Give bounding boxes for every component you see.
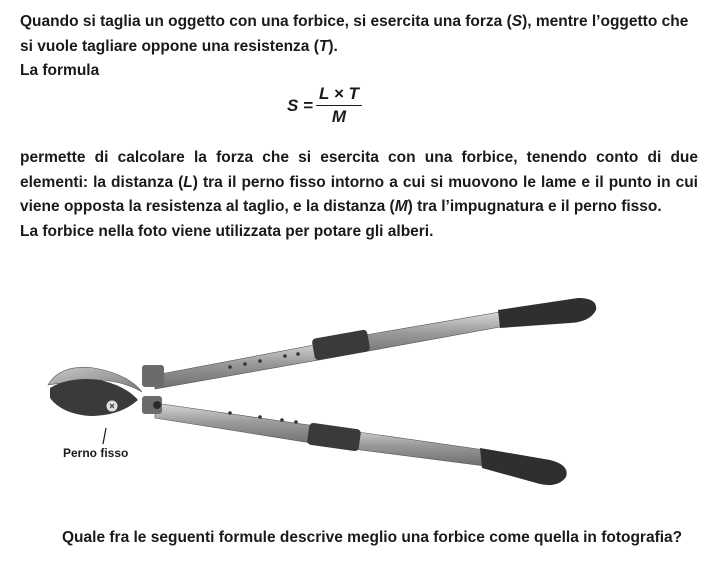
lopping-shears-image [30, 268, 670, 508]
explanation-text: ) tra l’impugnatura e il perno fisso. [407, 198, 662, 215]
formula [287, 84, 362, 127]
variable-t: T [318, 37, 329, 55]
explanation-last-line: La forbice nella foto viene utilizzata per potare gli alberi. [20, 222, 434, 240]
formula-fraction [316, 84, 362, 127]
explanation-paragraph [20, 146, 698, 244]
explanation-text: permette di calcolare la forza che si esercita con una forbice, tenendo conto di due elementi: la distanza ( [20, 149, 698, 191]
question: Quale fra le seguenti formule descrive meglio una forbice come quella in fotografia? [62, 529, 683, 546]
formula-denominator: M [331, 107, 346, 126]
intro-text: ), mentre l’oggetto che [522, 13, 689, 30]
upper-handle [155, 298, 596, 389]
pivot-pointer-line [103, 428, 106, 444]
variable-m: M [394, 198, 408, 215]
variable-s: S [511, 13, 523, 30]
explanation-text: ) tra il perno fisso intorno a cui si muovono le lame e il punto in cui viene opposta la resistenza al taglio, e la distanza ( [20, 173, 698, 215]
intro-text: si vuole tagliare oppone una resistenza ( [20, 37, 319, 55]
intro-text: ). [328, 37, 338, 55]
pivot-label: Perno fisso [63, 446, 129, 460]
shears-head [48, 365, 164, 416]
formula-numerator: L × T [316, 84, 362, 106]
formula-intro: La formula [20, 62, 100, 79]
intro-paragraph [20, 10, 698, 84]
lower-handle [155, 403, 567, 485]
formula-lhs: S = [287, 95, 313, 115]
intro-text: Quando si taglia un oggetto con una forbice, si esercita una forza ( [20, 13, 512, 30]
variable-l: L [183, 173, 193, 191]
